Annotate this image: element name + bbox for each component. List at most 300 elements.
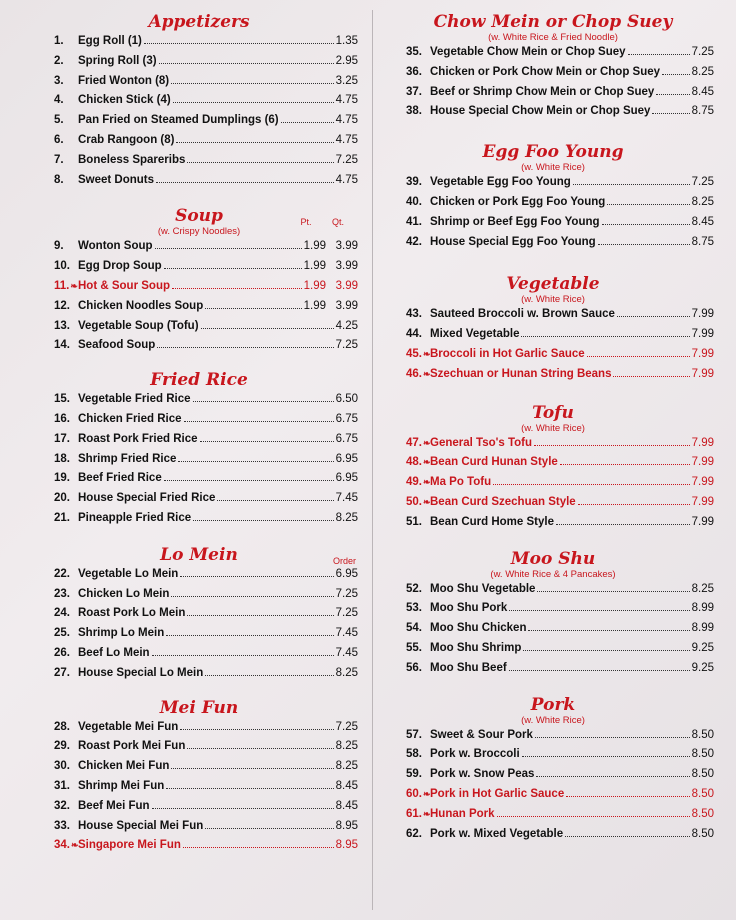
item-number-text: 36. — [406, 65, 422, 78]
menu-item — [392, 473, 714, 493]
menu-item — [40, 836, 358, 856]
item-number — [40, 32, 78, 52]
item-number-text: 31. — [54, 779, 70, 792]
item-name: Hunan Pork — [430, 807, 495, 820]
item-price: 8.25 — [335, 760, 358, 773]
item-price: 8.75 — [691, 235, 714, 248]
menu-item — [40, 297, 358, 317]
item-number — [40, 718, 78, 738]
item-price-quart: 3.99 — [335, 260, 358, 273]
item-number — [392, 453, 430, 473]
item-name: House Special Fried Rice — [78, 492, 216, 505]
leader-dots — [537, 591, 689, 592]
item-number — [40, 450, 78, 470]
item-number — [40, 277, 78, 297]
menu-item — [40, 565, 358, 585]
leader-dots — [166, 788, 333, 789]
leader-dots — [536, 776, 689, 777]
menu-item — [392, 493, 714, 513]
menu-item — [40, 336, 358, 356]
item-number-text: 22. — [54, 567, 70, 580]
item-name: Szechuan or Hunan String Beans — [430, 367, 612, 380]
section-title: Chow Mein or Chop Suey — [433, 12, 673, 32]
item-price: 9.25 — [691, 661, 714, 674]
leader-dots — [587, 356, 690, 357]
item-number-text: 62. — [406, 827, 422, 840]
item-price: 8.45 — [335, 779, 358, 792]
item-price: 7.25 — [691, 46, 714, 58]
menu-item — [392, 619, 714, 639]
item-price: 9.25 — [691, 641, 714, 654]
section-tofu — [392, 403, 714, 533]
item-number — [392, 365, 430, 385]
leader-dots — [171, 768, 333, 769]
item-name: Egg Drop Soup — [78, 260, 162, 273]
item-name: Sauteed Broccoli w. Brown Sauce — [430, 308, 615, 321]
menu-item — [392, 453, 714, 473]
chili-pepper-icon: ❧ — [423, 808, 431, 819]
size-headers — [290, 217, 354, 227]
item-name: Vegetable Chow Mein or Chop Suey — [430, 46, 626, 58]
leader-dots — [521, 336, 689, 337]
leader-dots — [205, 308, 301, 309]
section-soup — [40, 206, 358, 356]
leader-dots — [535, 737, 690, 738]
item-price: 7.25 — [335, 720, 358, 733]
item-name: Bean Curd Hunan Style — [430, 456, 558, 469]
item-price: 6.75 — [335, 412, 358, 425]
item-price: 7.99 — [691, 367, 714, 380]
item-price: 4.75 — [335, 114, 358, 127]
menu-item — [40, 390, 358, 410]
item-name: Chicken Stick (4) — [78, 94, 171, 107]
item-name: Shrimp or Beef Egg Foo Young — [430, 215, 600, 228]
leader-dots — [493, 484, 689, 485]
item-number — [392, 580, 430, 600]
section-note: (w. White Rice & Fried Noodle) — [488, 32, 618, 43]
item-price: 8.45 — [335, 799, 358, 812]
item-price: 7.99 — [691, 347, 714, 360]
item-name: Chicken Fried Rice — [78, 412, 182, 425]
section-vegetable — [392, 274, 714, 384]
item-price: 7.25 — [335, 607, 358, 620]
item-number-text: 47. — [406, 436, 422, 449]
section-fried-rice — [40, 370, 358, 529]
leader-dots — [205, 828, 333, 829]
item-number-text: 13. — [54, 319, 70, 332]
leader-dots — [509, 670, 690, 671]
menu-item — [40, 430, 358, 450]
chili-pepper-icon: ❧ — [423, 368, 431, 379]
item-number — [392, 63, 430, 83]
item-price: 7.99 — [691, 436, 714, 449]
item-price: 1.99 — [303, 299, 326, 312]
item-number-text: 54. — [406, 622, 422, 635]
item-name: Beef Fried Rice — [78, 472, 162, 485]
item-price: 3.25 — [335, 74, 358, 87]
menu-item — [392, 639, 714, 659]
item-number-text: 46. — [406, 367, 422, 380]
menu-item — [392, 805, 714, 825]
item-name: Egg Roll (1) — [78, 35, 142, 47]
leader-dots — [157, 347, 333, 348]
item-number — [392, 434, 430, 454]
menu-item — [40, 151, 358, 171]
item-number — [392, 233, 430, 253]
section-appetizers — [40, 12, 358, 190]
item-name: Pork w. Snow Peas — [430, 768, 535, 781]
item-name: Moo Shu Shrimp — [430, 641, 522, 654]
menu-item — [40, 171, 358, 191]
leader-dots — [152, 808, 334, 809]
item-name: Moo Shu Chicken — [430, 622, 527, 635]
item-number — [392, 493, 430, 513]
item-number — [40, 111, 78, 131]
item-name: Vegetable Egg Foo Young — [430, 176, 571, 189]
item-name: House Special Egg Foo Young — [430, 235, 596, 248]
item-name: Broccoli in Hot Garlic Sauce — [430, 347, 585, 360]
item-name: Bean Curd Szechuan Style — [430, 495, 576, 508]
section-moo-shu — [392, 549, 714, 679]
item-number — [392, 193, 430, 213]
menu-item — [392, 580, 714, 600]
item-number — [40, 585, 78, 605]
menu-item — [40, 797, 358, 817]
item-number-text: 49. — [406, 476, 422, 489]
item-number-text: 24. — [54, 607, 70, 620]
item-price: 8.95 — [335, 839, 358, 852]
item-price: 7.45 — [335, 646, 358, 659]
item-number-text: 61. — [406, 807, 422, 820]
leader-dots — [156, 182, 334, 183]
item-number-text: 2. — [54, 54, 64, 67]
menu-item — [40, 718, 358, 738]
menu-item — [392, 193, 714, 213]
item-number-text: 15. — [54, 393, 70, 406]
menu-item — [40, 585, 358, 605]
section-note: (w. White Rice & 4 Pancakes) — [490, 568, 616, 580]
menu-item — [392, 513, 714, 533]
section-lo-mein — [40, 545, 358, 684]
item-number-text: 26. — [54, 646, 70, 659]
item-number — [40, 410, 78, 430]
item-number — [40, 336, 78, 356]
item-price: 8.25 — [691, 195, 714, 208]
item-price-quart: 3.99 — [335, 279, 358, 292]
leader-dots — [201, 328, 334, 329]
item-number — [392, 825, 430, 845]
item-price: 8.25 — [691, 65, 714, 78]
menu-item — [40, 52, 358, 72]
section-title: Moo Shu — [510, 548, 596, 569]
item-price: 8.99 — [691, 622, 714, 635]
menu-item — [40, 237, 358, 257]
menu-item — [392, 305, 714, 325]
item-number — [392, 173, 430, 193]
chili-pepper-icon: ❧ — [70, 280, 78, 291]
item-number-text: 44. — [406, 328, 422, 341]
item-name: Pineapple Fried Rice — [78, 511, 192, 524]
leader-dots — [656, 94, 689, 95]
item-number — [392, 765, 430, 785]
menu-item — [392, 345, 714, 365]
item-number-text: 53. — [406, 602, 422, 615]
leader-dots — [573, 184, 690, 185]
item-name: Beef Mei Fun — [78, 799, 150, 812]
column-divider — [372, 10, 373, 910]
item-name: Roast Pork Mei Fun — [78, 740, 186, 753]
leader-dots — [166, 635, 333, 636]
leader-dots — [607, 204, 689, 205]
item-number-text: 28. — [54, 720, 70, 733]
item-number-text: 3. — [54, 74, 64, 87]
menu-item — [392, 765, 714, 785]
menu-item — [392, 745, 714, 765]
item-number-text: 9. — [54, 240, 64, 253]
item-number — [40, 131, 78, 151]
item-number — [40, 257, 78, 277]
leader-dots — [556, 524, 690, 525]
item-number — [392, 745, 430, 765]
menu-item — [392, 599, 714, 619]
section-title: Fried Rice — [150, 370, 248, 391]
menu-item — [392, 434, 714, 454]
item-name: Chicken Noodles Soup — [78, 299, 204, 312]
menu-item — [40, 664, 358, 684]
leader-dots — [613, 376, 689, 377]
leader-dots — [565, 836, 689, 837]
leader-dots — [193, 520, 333, 521]
item-number — [392, 305, 430, 325]
item-number — [392, 599, 430, 619]
item-number — [392, 473, 430, 493]
menu-item — [40, 509, 358, 529]
item-number-text: 58. — [406, 748, 422, 761]
item-name: Wonton Soup — [78, 240, 153, 253]
item-price: 7.25 — [335, 153, 358, 166]
item-number — [392, 659, 430, 679]
leader-dots — [281, 122, 334, 123]
item-name: Sweet & Sour Pork — [430, 728, 533, 741]
item-price: 7.25 — [335, 587, 358, 600]
item-number — [40, 237, 78, 257]
item-number — [40, 91, 78, 111]
item-number-text: 35. — [406, 46, 422, 58]
item-number-text: 33. — [54, 819, 70, 832]
item-number — [40, 777, 78, 797]
item-price: 7.99 — [691, 308, 714, 321]
item-number — [40, 297, 78, 317]
item-price: 4.25 — [335, 319, 358, 332]
menu-item — [40, 737, 358, 757]
menu-item — [392, 233, 714, 253]
item-number — [392, 513, 430, 533]
menu-item — [392, 659, 714, 679]
leader-dots — [602, 224, 690, 225]
item-number-text: 41. — [406, 215, 422, 228]
item-price: 6.95 — [335, 472, 358, 485]
item-number-text: 37. — [406, 85, 422, 98]
item-price: 6.95 — [335, 452, 358, 465]
item-name: Ma Po Tofu — [430, 476, 492, 489]
item-name: Moo Shu Beef — [430, 661, 507, 674]
item-number-text: 25. — [54, 627, 70, 640]
item-price: 2.95 — [335, 54, 358, 67]
item-price: 7.99 — [691, 515, 714, 528]
item-number — [40, 836, 78, 856]
leader-dots — [164, 268, 302, 269]
item-number — [40, 151, 78, 171]
section-title: Vegetable — [506, 274, 600, 295]
right-column — [392, 12, 714, 844]
section-title: Appetizers — [148, 12, 250, 32]
section-mei-fun — [40, 698, 358, 857]
item-price: 8.50 — [691, 807, 714, 820]
item-price: 8.75 — [691, 105, 714, 118]
menu-item — [40, 91, 358, 111]
item-number-text: 50. — [406, 495, 422, 508]
menu-item — [392, 43, 714, 63]
menu-item — [392, 173, 714, 193]
item-number-text: 43. — [406, 308, 422, 321]
item-number — [40, 171, 78, 191]
item-number-text: 30. — [54, 760, 70, 773]
leader-dots — [578, 504, 690, 505]
menu-item — [392, 102, 714, 122]
section-title: Pork — [530, 694, 576, 715]
leader-dots — [200, 441, 334, 442]
item-price: 8.99 — [691, 602, 714, 615]
item-number — [40, 737, 78, 757]
leader-dots — [598, 244, 690, 245]
item-number — [392, 102, 430, 122]
item-number — [40, 797, 78, 817]
section-note: (w. White Rice) — [521, 422, 585, 434]
item-name: Roast Pork Fried Rice — [78, 432, 198, 445]
item-name: Hot & Sour Soup — [78, 279, 170, 292]
chili-pepper-icon: ❧ — [423, 457, 431, 468]
item-name: Crab Rangoon (8) — [78, 133, 175, 146]
item-number-text: 51. — [406, 515, 422, 528]
quart-header: Qt. — [331, 217, 344, 228]
item-price: 8.25 — [691, 582, 714, 595]
item-number-text: 42. — [406, 235, 422, 248]
item-price: 4.75 — [335, 173, 358, 186]
item-name: Pork w. Broccoli — [430, 748, 520, 761]
section-note: (w. White Rice) — [521, 162, 585, 174]
item-price: 8.50 — [691, 827, 714, 840]
chili-pepper-icon: ❧ — [423, 496, 431, 507]
item-name: House Special Mei Fun — [78, 819, 204, 832]
leader-dots — [652, 113, 689, 114]
item-number — [392, 639, 430, 659]
left-column — [40, 12, 358, 856]
item-number — [392, 83, 430, 103]
section-title: Lo Mein — [160, 544, 238, 565]
menu-item — [40, 131, 358, 151]
item-number-text: 11. — [54, 279, 70, 292]
item-number-text: 18. — [54, 452, 70, 465]
menu-item — [40, 469, 358, 489]
item-name: Singapore Mei Fun — [78, 839, 181, 852]
item-number-text: 60. — [406, 787, 422, 800]
item-price-quart: 3.99 — [335, 299, 358, 312]
item-price: 7.45 — [335, 492, 358, 505]
item-price: 6.50 — [335, 393, 358, 406]
item-price: 8.45 — [691, 85, 714, 98]
leader-dots — [184, 421, 334, 422]
item-number-text: 10. — [54, 260, 70, 273]
leader-dots — [617, 316, 690, 317]
item-number-text: 55. — [406, 641, 422, 654]
leader-dots — [159, 63, 334, 64]
item-number — [392, 345, 430, 365]
item-name: Vegetable Soup (Tofu) — [78, 319, 199, 332]
item-number-text: 19. — [54, 472, 70, 485]
item-number-text: 29. — [54, 740, 70, 753]
item-name: Roast Pork Lo Mein — [78, 607, 186, 620]
item-number-text: 48. — [406, 456, 422, 469]
menu-item — [392, 325, 714, 345]
item-name: Vegetable Lo Mein — [78, 567, 179, 580]
item-name: Seafood Soup — [78, 339, 156, 352]
leader-dots — [522, 756, 690, 757]
leader-dots — [171, 83, 333, 84]
item-number — [40, 489, 78, 509]
item-number — [40, 317, 78, 337]
item-number-text: 17. — [54, 432, 70, 445]
section-title: Soup — [175, 206, 223, 227]
menu-item — [40, 277, 358, 297]
leader-dots — [155, 248, 302, 249]
item-name: Pan Fried on Steamed Dumplings (6) — [78, 114, 279, 127]
item-number — [40, 664, 78, 684]
item-name: Mixed Vegetable — [430, 328, 520, 341]
item-price: 7.99 — [691, 328, 714, 341]
item-number-text: 7. — [54, 153, 64, 166]
leader-dots — [173, 102, 334, 103]
item-number — [40, 430, 78, 450]
item-number — [40, 644, 78, 664]
leader-dots — [178, 461, 333, 462]
menu-item — [40, 624, 358, 644]
item-number-text: 1. — [54, 35, 64, 47]
item-number — [392, 619, 430, 639]
item-name: House Special Lo Mein — [78, 666, 204, 679]
item-name: Chicken or Pork Egg Foo Young — [430, 195, 606, 208]
menu-item — [40, 317, 358, 337]
item-name: Spring Roll (3) — [78, 54, 157, 67]
item-number — [40, 509, 78, 529]
item-number — [392, 726, 430, 746]
item-name: Shrimp Fried Rice — [78, 452, 177, 465]
section-note: (w. Crispy Noodles) — [157, 226, 241, 238]
menu-item — [392, 785, 714, 805]
item-name: Vegetable Fried Rice — [78, 393, 191, 406]
item-number-text: 14. — [54, 339, 70, 352]
item-name: Pork w. Mixed Vegetable — [430, 827, 564, 840]
item-name: Pork in Hot Garlic Sauce — [430, 787, 565, 800]
item-number-text: 39. — [406, 176, 422, 189]
item-name: Moo Shu Pork — [430, 602, 508, 615]
item-price: 4.75 — [335, 94, 358, 107]
item-number-text: 8. — [54, 173, 64, 186]
pint-header: Pt. — [300, 217, 312, 228]
menu-item — [40, 817, 358, 837]
item-number — [40, 817, 78, 837]
leader-dots — [509, 610, 689, 611]
section-title: Tofu — [532, 402, 574, 423]
